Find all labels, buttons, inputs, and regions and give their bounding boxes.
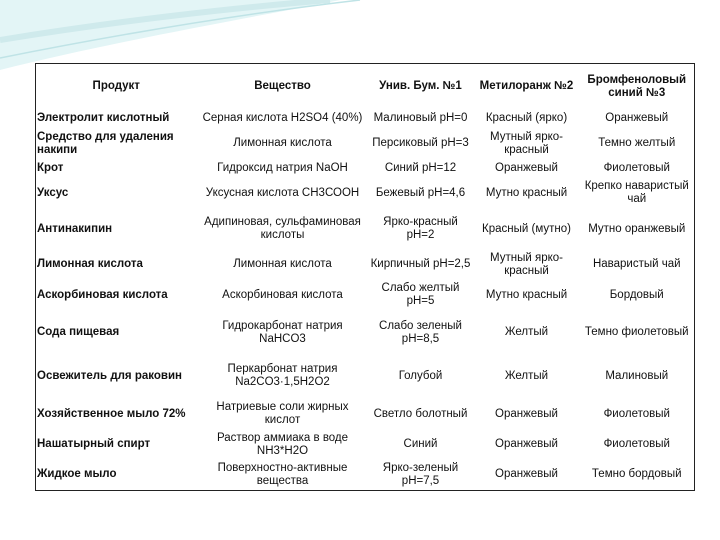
- cell-bromophenol: Темно бордовый: [591, 468, 682, 481]
- cell-universal: Синий: [403, 438, 438, 451]
- table-header-row: [36, 64, 695, 110]
- table-row: [36, 128, 695, 160]
- header-methyl-orange: Метилоранж №2: [479, 80, 574, 93]
- cell-product: Аскорбиновая кислота: [37, 288, 168, 301]
- table-row: [36, 110, 695, 128]
- cell-methyl-orange: Оранжевый: [495, 407, 558, 420]
- cell-bromophenol: Мутно оранжевый: [588, 222, 686, 235]
- cell-substance: Перкарбонат натрия Na2CO3·1,5H2O2: [227, 363, 338, 389]
- cell-methyl-orange: Мутно красный: [485, 288, 568, 301]
- cell-universal: Слабо желтый рН=5: [381, 282, 460, 308]
- cell-universal: Светло болотный: [373, 407, 468, 420]
- cell-substance: Адипиновая, сульфаминовая кислоты: [204, 216, 361, 242]
- cell-methyl-orange: Мутный ярко-красный: [490, 251, 563, 277]
- indicator-table: [35, 63, 695, 491]
- cell-product: Сода пищевая: [37, 326, 120, 339]
- cell-substance: Лимонная кислота: [233, 137, 332, 150]
- cell-bromophenol: Темно фиолетовый: [584, 326, 689, 339]
- table-row: [36, 429, 695, 460]
- cell-universal: Ярко-красный рН=2: [383, 216, 458, 242]
- cell-universal: Слабо зеленый рН=8,5: [379, 319, 462, 345]
- cell-bromophenol: Бордовый: [609, 288, 664, 301]
- cell-substance: Лимонная кислота: [233, 258, 332, 271]
- cell-universal: Голубой: [398, 369, 443, 382]
- table-row: [36, 280, 695, 312]
- cell-substance: Натриевые соли жирных кислот: [216, 401, 349, 427]
- header-product: Продукт: [92, 80, 140, 93]
- cell-product: Уксус: [37, 186, 69, 199]
- cell-bromophenol: Фиолетовый: [603, 407, 670, 420]
- cell-methyl-orange: Оранжевый: [495, 162, 558, 175]
- cell-methyl-orange: Красный (мутно): [482, 222, 571, 235]
- cell-bromophenol: Наваристый чай: [592, 258, 681, 271]
- cell-methyl-orange: Желтый: [504, 326, 549, 339]
- cell-universal: Ярко-зеленый рН=7,5: [382, 461, 459, 487]
- cell-universal: Синий рН=12: [384, 162, 457, 175]
- cell-product: Хозяйственное мыло 72%: [37, 407, 186, 420]
- cell-universal: Бежевый рН=4,6: [375, 186, 466, 199]
- table-row: [36, 354, 695, 399]
- cell-substance: Гидроксид натрия NaOH: [217, 162, 348, 175]
- cell-product: Жидкое мыло: [37, 468, 117, 481]
- cell-product: Электролит кислотный: [37, 112, 170, 125]
- cell-substance: Раствор аммиака в воде NH3*H2O: [216, 431, 349, 457]
- header-universal: Унив. Бум. №1: [379, 80, 462, 93]
- cell-substance: Гидрокарбонат натрия NaHCO3: [222, 319, 343, 345]
- cell-universal: Малиновый рН=0: [373, 112, 468, 125]
- table-row: [36, 460, 695, 491]
- cell-product: Освежитель для раковин: [37, 369, 182, 382]
- cell-product: Нашатырный спирт: [37, 438, 151, 451]
- cell-product: Средство для удаления накипи: [37, 130, 174, 156]
- cell-methyl-orange: Мутно красный: [485, 186, 568, 199]
- table-row: [36, 178, 695, 209]
- cell-bromophenol: Темно желтый: [598, 137, 676, 150]
- cell-universal: Персиковый рН=3: [372, 137, 469, 150]
- cell-product: Антинакипин: [37, 222, 113, 235]
- cell-methyl-orange: Оранжевый: [495, 468, 558, 481]
- header-bromophenol: Бромфеноловый синий №3: [587, 73, 687, 99]
- cell-product: Лимонная кислота: [37, 258, 143, 271]
- cell-methyl-orange: Оранжевый: [495, 438, 558, 451]
- cell-bromophenol: Крепко наваристый чай: [584, 180, 689, 205]
- cell-methyl-orange: Красный (ярко): [485, 112, 568, 125]
- cell-bromophenol: Фиолетовый: [603, 162, 670, 175]
- cell-methyl-orange: Мутный ярко-красный: [490, 130, 563, 156]
- cell-substance: Серная кислота H2SO4 (40%): [202, 112, 363, 125]
- cell-substance: Аскорбиновая кислота: [222, 288, 343, 301]
- cell-methyl-orange: Желтый: [504, 369, 549, 382]
- cell-substance: Уксусная кислота СН3СООН: [205, 186, 360, 199]
- cell-universal: Кирпичный рН=2,5: [370, 258, 471, 271]
- header-substance: Вещество: [254, 80, 311, 93]
- cell-bromophenol: Фиолетовый: [603, 438, 670, 451]
- table-row: [36, 399, 695, 430]
- cell-product: Крот: [37, 162, 64, 175]
- cell-bromophenol: Малиновый: [605, 369, 669, 382]
- table-row: [36, 159, 695, 177]
- table-row: [36, 250, 695, 280]
- cell-bromophenol: Оранжевый: [605, 112, 669, 125]
- table-row: [36, 208, 695, 250]
- table-row: [36, 311, 695, 354]
- cell-substance: Поверхностно-активные вещества: [217, 461, 348, 487]
